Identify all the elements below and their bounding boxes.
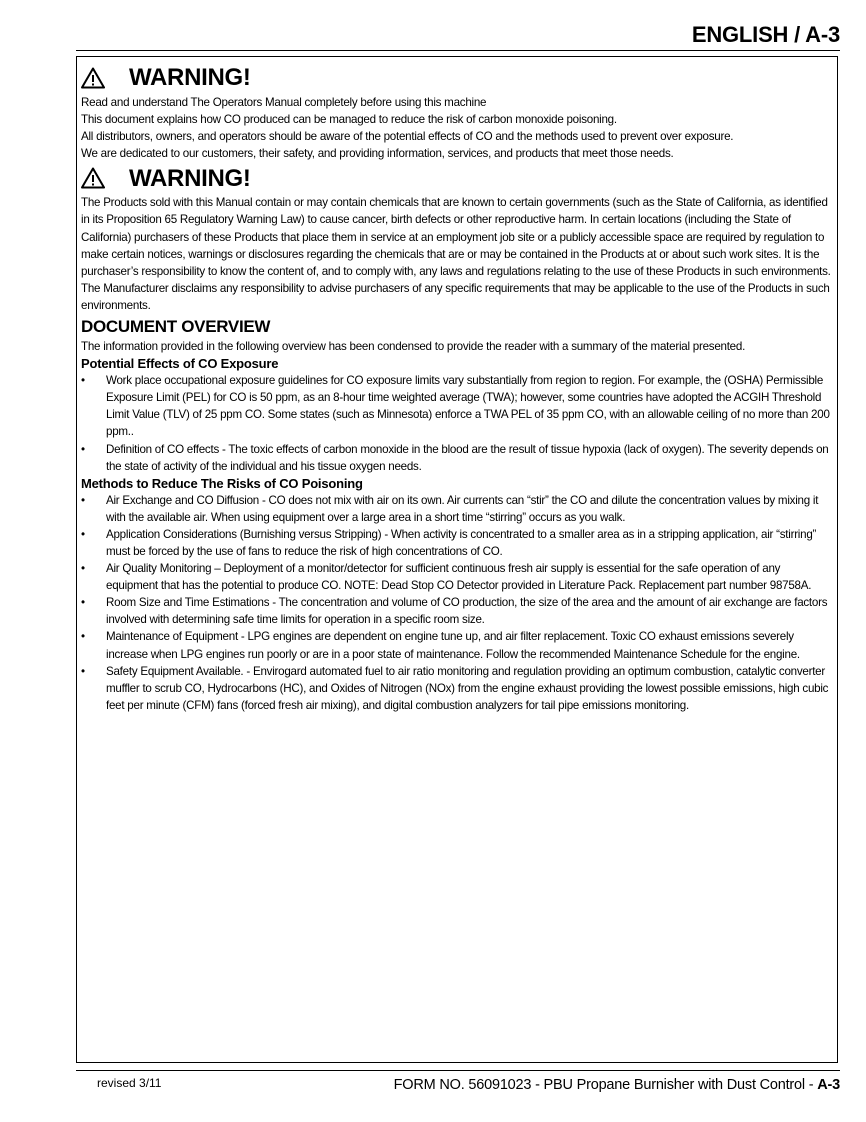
form-number — [394, 1077, 840, 1093]
list-item: • Application Considerations (Burnishing versus Stripping) - When activity is concentrated to a smaller area as in a stripping application, air “stirring” must be forced by the use of fans to reduce the risk of high concentrations of CO. — [81, 526, 833, 560]
prop65-warning-text: The Products sold with this Manual contain or may contain chemicals that are known to certain governments (such as the State of California, as identified in its Proposition 65 Regulatory Warning Law) to cause cancer, birth defects or other reproductive harm. In certain locations (including the State of California) purchasers of these Products that place them in service at an employment job site or a publicly accessible space are required by regulation to make certain notices, warnings or disclosures regarding the chemicals that are or may be contained in the Products at or about such work sites. It is the purchaser’s responsibility to know the content of, and to comply with, any laws and regulations relating to the use of these Products in such environments. The Manufacturer disclaims any responsibility to advise purchasers of any specific requirements that may be applicable to the use of the Products in such environments. — [81, 196, 831, 312]
footer-rule — [76, 1070, 840, 1071]
form-text: FORM NO. 56091023 - PBU Propane Burnisher with Dust Control - — [393, 1077, 818, 1093]
page-number: A-3 — [817, 1077, 840, 1093]
effects-heading: Potential Effects of CO Exposure — [81, 356, 279, 372]
warning-title: WARNING! — [129, 164, 251, 192]
document-overview-title: DOCUMENT OVERVIEW — [81, 317, 271, 337]
list-item: • Safety Equipment Available. - Envirogard automated fuel to air ratio monitoring and regulation providing an optimum combustion, catalytic converter muffler to scrub CO, Hydrocarbons (HC), and Oxides of Nitrogen (NOx) from the engine exhaust providing the lowest possible emissions, high cubic feet per minute (CFM) fans (forced fresh air mixing), and digital combustion analyzers for tail pipe emissions monitoring. — [81, 663, 833, 714]
warning-line: We are dedicated to our customers, their safety, and providing information, services, and products that meet those needs. — [81, 147, 674, 161]
methods-heading: Methods to Reduce The Risks of CO Poisoning — [81, 475, 363, 491]
methods-list — [81, 492, 833, 714]
warning-title: WARNING! — [129, 64, 251, 92]
page-header: ENGLISH / A-3 — [691, 22, 840, 47]
warning-line: Read and understand The Operators Manual completely before using this machine — [81, 96, 487, 109]
warning-line: This document explains how CO produced can be managed to reduce the risk of carbon monoxide poisoning. — [81, 113, 617, 127]
list-item: • Air Quality Monitoring – Deployment of a monitor/detector for sufficient continuous fresh air supply is essential for the safe operation of any equipment that has the potential to produce CO. NOTE: Dead Stop CO Detector provided in Literature Pack. Replacement part number 98758A. — [81, 560, 833, 594]
effects-list — [81, 372, 833, 475]
list-item: • Work place occupational exposure guidelines for CO exposure limits vary substantially from region to region. For example, the (OSHA) Permissible Exposure Limit (PEL) for CO is 50 ppm, as an 8-hour time weighted average (TWA); however, some countries have adopted the ACGIH Threshold Limit Value (TLV) of 25 ppm CO. Some states (such as Minnesota) enforce a TWA PEL of 35 ppm CO, with an allowable ceiling of no more than 200 ppm.. — [81, 372, 833, 440]
warning-heading-1 — [81, 62, 833, 94]
revision-note: revised 3/11 — [97, 1076, 162, 1090]
warning-1-text — [81, 94, 833, 162]
document-body — [81, 62, 833, 714]
overview-intro: The information provided in the following overview has been condensed to provide the reader with a summary of the material presented. — [81, 340, 746, 354]
list-item: • Definition of CO effects - The toxic effects of carbon monoxide in the blood are the result of tissue hypoxia (lack of oxygen). The severity depends on the state of activity of the individual and his tissue oxygen needs. — [81, 441, 833, 475]
warning-triangle-icon — [81, 67, 105, 89]
list-item: • Room Size and Time Estimations - The concentration and volume of CO production, the size of the area and the amount of air exchange are factors involved with determining safe time limits for operation in a specific room size. — [81, 594, 833, 628]
warning-heading-2 — [81, 162, 833, 194]
list-item: • Air Exchange and CO Diffusion - CO does not mix with air on its own. Air currents can “stir” the CO and dilute the concentration values by mixing it with the available air. When using equipment over a large area in a short time “stirring” occurs as you walk. — [81, 492, 833, 526]
list-item: • Maintenance of Equipment - LPG engines are dependent on engine tune up, and air filter replacement. Toxic CO exhaust emissions severely increase when LPG engines run poorly or are in a poor state of maintenance. Follow the recommended Maintenance Schedule for the engine. — [81, 628, 833, 662]
warning-line: All distributors, owners, and operators should be aware of the potential effects of CO and the methods used to prevent over exposure. — [81, 130, 734, 144]
warning-triangle-icon — [81, 167, 105, 189]
header-rule — [76, 50, 840, 51]
